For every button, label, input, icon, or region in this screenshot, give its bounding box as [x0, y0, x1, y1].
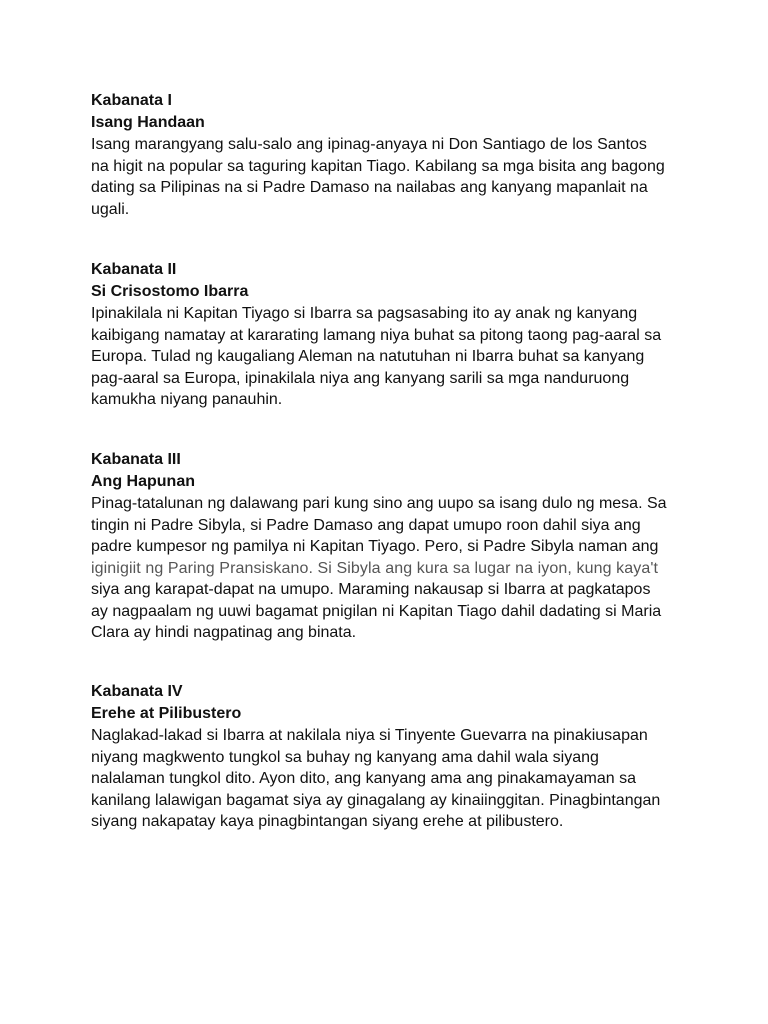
summary-line: pag-aaral sa Europa, ipinakilala niya ang kanyang sarili sa mga nanduruong: [91, 369, 630, 387]
chapter-title: Erehe at Pilibustero: [91, 705, 242, 722]
summary-line: Clara ay hindi nagpatinag ang binata.: [91, 624, 357, 641]
summary-line: Pinag-tatalunan ng dalawang pari kung sino ang uupo sa isang dulo ng mesa. Sa: [91, 495, 667, 512]
summary-line: iginigiit ng Paring Pransiskano. Si Sibyla ang kura sa lugar na iyon, kung kaya't: [91, 559, 659, 577]
summary-line: kamukha niyang panauhin.: [91, 391, 283, 408]
chapter-summary: [91, 725, 691, 833]
summary-line: kanilang lalawigan bagamat siya ay ginagalang ay kinaiinggitan. Pinagbintangan: [91, 791, 661, 809]
chapter-number: Kabanata III: [91, 451, 181, 468]
chapter-4: [91, 681, 691, 833]
summary-line: ugali.: [91, 200, 130, 218]
chapter-number: Kabanata I: [91, 92, 172, 109]
summary-line: kaibigang namatay at kararating lamang niya buhat sa pitong taong pag-aaral sa: [91, 326, 662, 344]
chapter-3: [91, 449, 691, 644]
summary-line: nalalaman tungkol dito. Ayon dito, ang kanyang ama ang pinakamayaman sa: [91, 770, 636, 787]
chapter-number: Kabanata II: [91, 261, 177, 278]
chapter-title: Ang Hapunan: [91, 473, 195, 490]
summary-line: tingin ni Padre Sibyla, si Padre Damaso ang dapat umupo roon dahil siya ang: [91, 516, 641, 534]
chapter-title: Si Crisostomo Ibarra: [91, 283, 249, 300]
chapter-summary: [91, 134, 691, 220]
summary-line: Ipinakilala ni Kapitan Tiyago si Ibarra sa pagsasabing ito ay anak ng kanyang: [91, 305, 638, 322]
summary-line: dating sa Pilipinas na si Padre Damaso na nailabas ang kanyang mapanlait na: [91, 179, 648, 196]
chapter-summary: [91, 303, 691, 411]
summary-line: siya ang karapat-dapat na umupo. Maraming nakausap si Ibarra at pagkatapos: [91, 581, 651, 598]
summary-line: siyang nakapatay kaya pinagbintangan siyang erehe at pilibustero.: [91, 813, 564, 830]
chapter-title: Isang Handaan: [91, 114, 205, 131]
chapter-1: [91, 90, 691, 220]
summary-line: niyang magkwento tungkol sa buhay ng kanyang ama dahil wala siyang: [91, 748, 599, 766]
chapter-summary: [91, 493, 691, 644]
summary-line: Isang marangyang salu-salo ang ipinag-anyaya ni Don Santiago de los Santos: [91, 136, 647, 153]
summary-line: Naglakad-lakad si Ibarra at nakilala niya si Tinyente Guevarra na pinakiusapan: [91, 727, 648, 744]
chapter-number: Kabanata IV: [91, 683, 183, 700]
summary-line: na higit na popular sa taguring kapitan Tiago. Kabilang sa mga bisita ang bagong: [91, 157, 665, 175]
summary-line: padre kumpesor ng pamilya ni Kapitan Tiyago. Pero, si Padre Sibyla naman ang: [91, 538, 659, 555]
summary-line: Europa. Tulad ng kaugaliang Aleman na natutuhan ni Ibarra buhat sa kanyang: [91, 348, 645, 365]
summary-line: ay nagpaalam ng uuwi bagamat pnigilan ni Kapitan Tiago dahil dadating si Maria: [91, 602, 662, 620]
chapter-2: [91, 259, 691, 411]
